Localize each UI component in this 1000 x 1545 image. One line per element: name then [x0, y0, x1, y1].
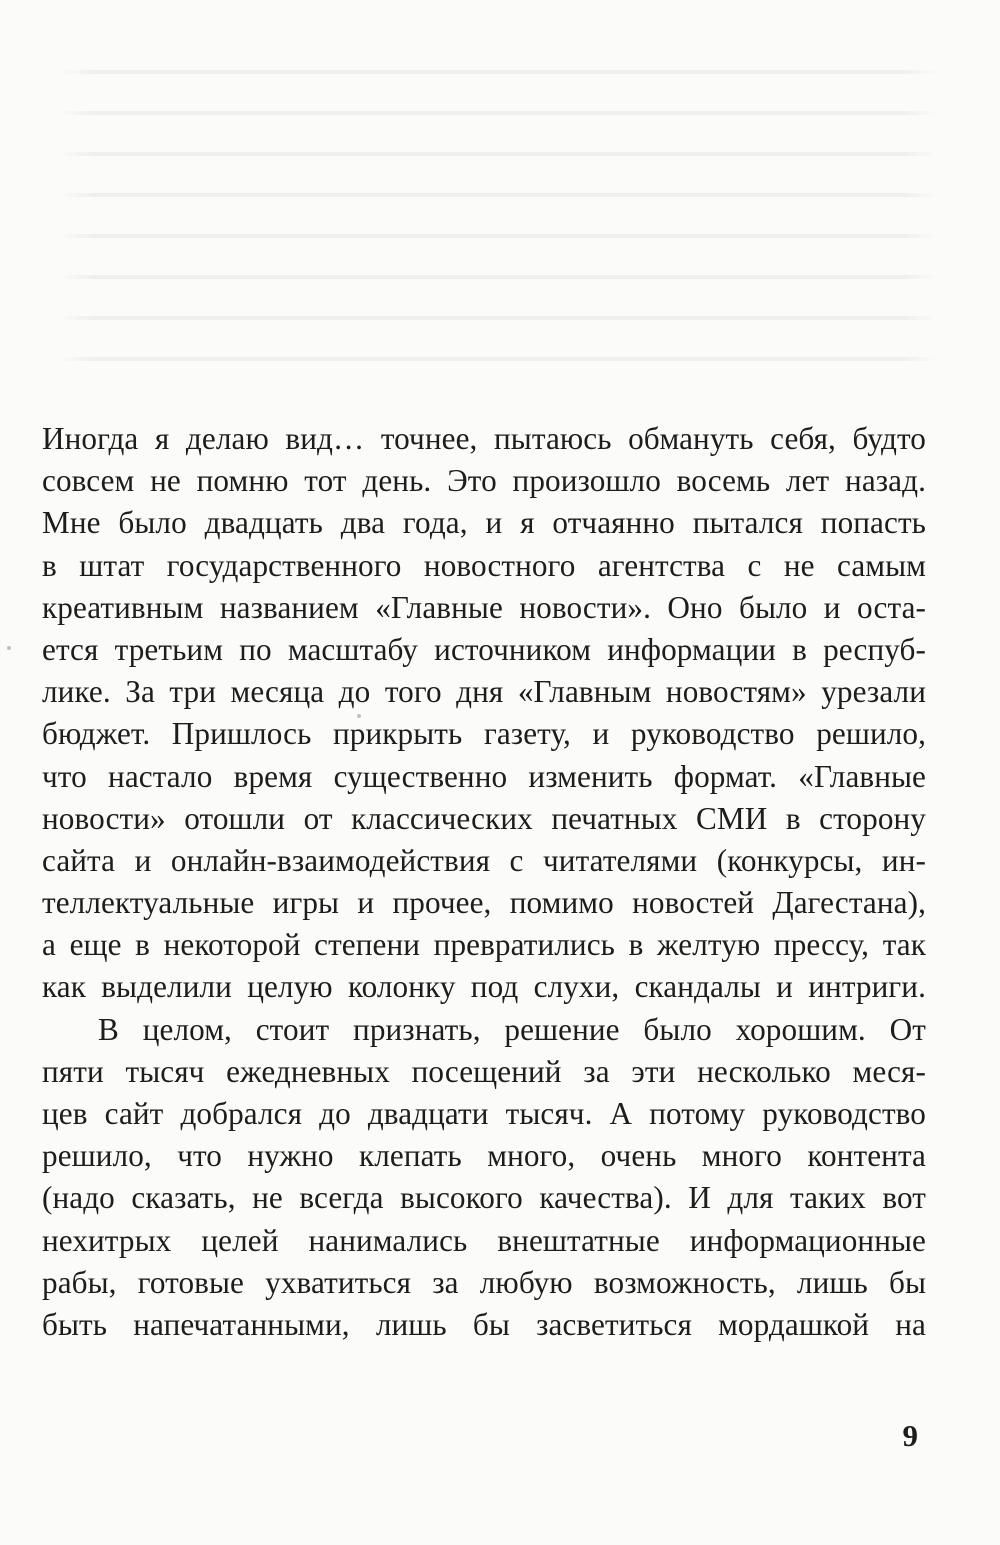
text-line: что настало время существенно изменить формат. «Главные	[42, 758, 926, 794]
text-line: новости» отошли от классических печатных СМИ в сторону	[42, 800, 926, 836]
text-line: лике. За три месяца до того дня «Главным новостям» урезали	[42, 674, 926, 710]
page-number: 9	[902, 1418, 918, 1453]
text-line: рабы, готовые ухватиться за любую возможность, лишь бы	[42, 1264, 926, 1300]
show-through-text	[58, 70, 938, 410]
text-line: решило, что нужно клепать много, очень много контента	[42, 1138, 926, 1174]
text-line: (надо сказать, не всегда высокого качества). И для таких вот	[42, 1180, 926, 1216]
text-line: креативным названием «Главные новости». Оно было и оста-	[42, 589, 926, 625]
text-line: теллектуальные игры и прочее, помимо новостей Дагестана),	[42, 885, 926, 921]
text-line: нехитрых целей нанимались внештатные информационные	[42, 1222, 926, 1258]
text-line: ется третьим по масштабу источником информации в респуб-	[42, 631, 926, 667]
text-line: в штат государственного новостного агентства с не самым	[42, 547, 926, 583]
text-line: сайта и онлайн-взаимодействия с читателями (конкурсы, ин-	[42, 842, 926, 878]
text-line: быть напечатанными, лишь бы засветиться мордашкой на	[42, 1306, 926, 1342]
text-line: цев сайт добрался до двадцати тысяч. А потому руководство	[42, 1096, 926, 1131]
text-line: бюджет. Пришлось прикрыть газету, и руководство решило,	[42, 716, 926, 752]
text-line: как выделили целую колонку под слухи, скандалы и интриги.	[42, 969, 926, 1005]
text-line: совсем не помню тот день. Это произошло восемь лет назад.	[42, 463, 926, 499]
text-line: Иногда я делаю вид… точнее, пытаюсь обмануть себя, будто	[42, 421, 926, 456]
text-line: пяти тысяч ежедневных посещений за эти несколько меся-	[42, 1053, 926, 1089]
text-line: Мне было двадцать два года, и я отчаянно пытался попасть	[42, 505, 926, 541]
paper-speck	[7, 646, 11, 650]
text-line: а еще в некоторой степени превратились в желтую прессу, так	[42, 927, 926, 963]
paragraph-start-line: В целом, стоит признать, решение было хорошим. От	[98, 1011, 926, 1047]
body-text	[42, 418, 926, 1346]
